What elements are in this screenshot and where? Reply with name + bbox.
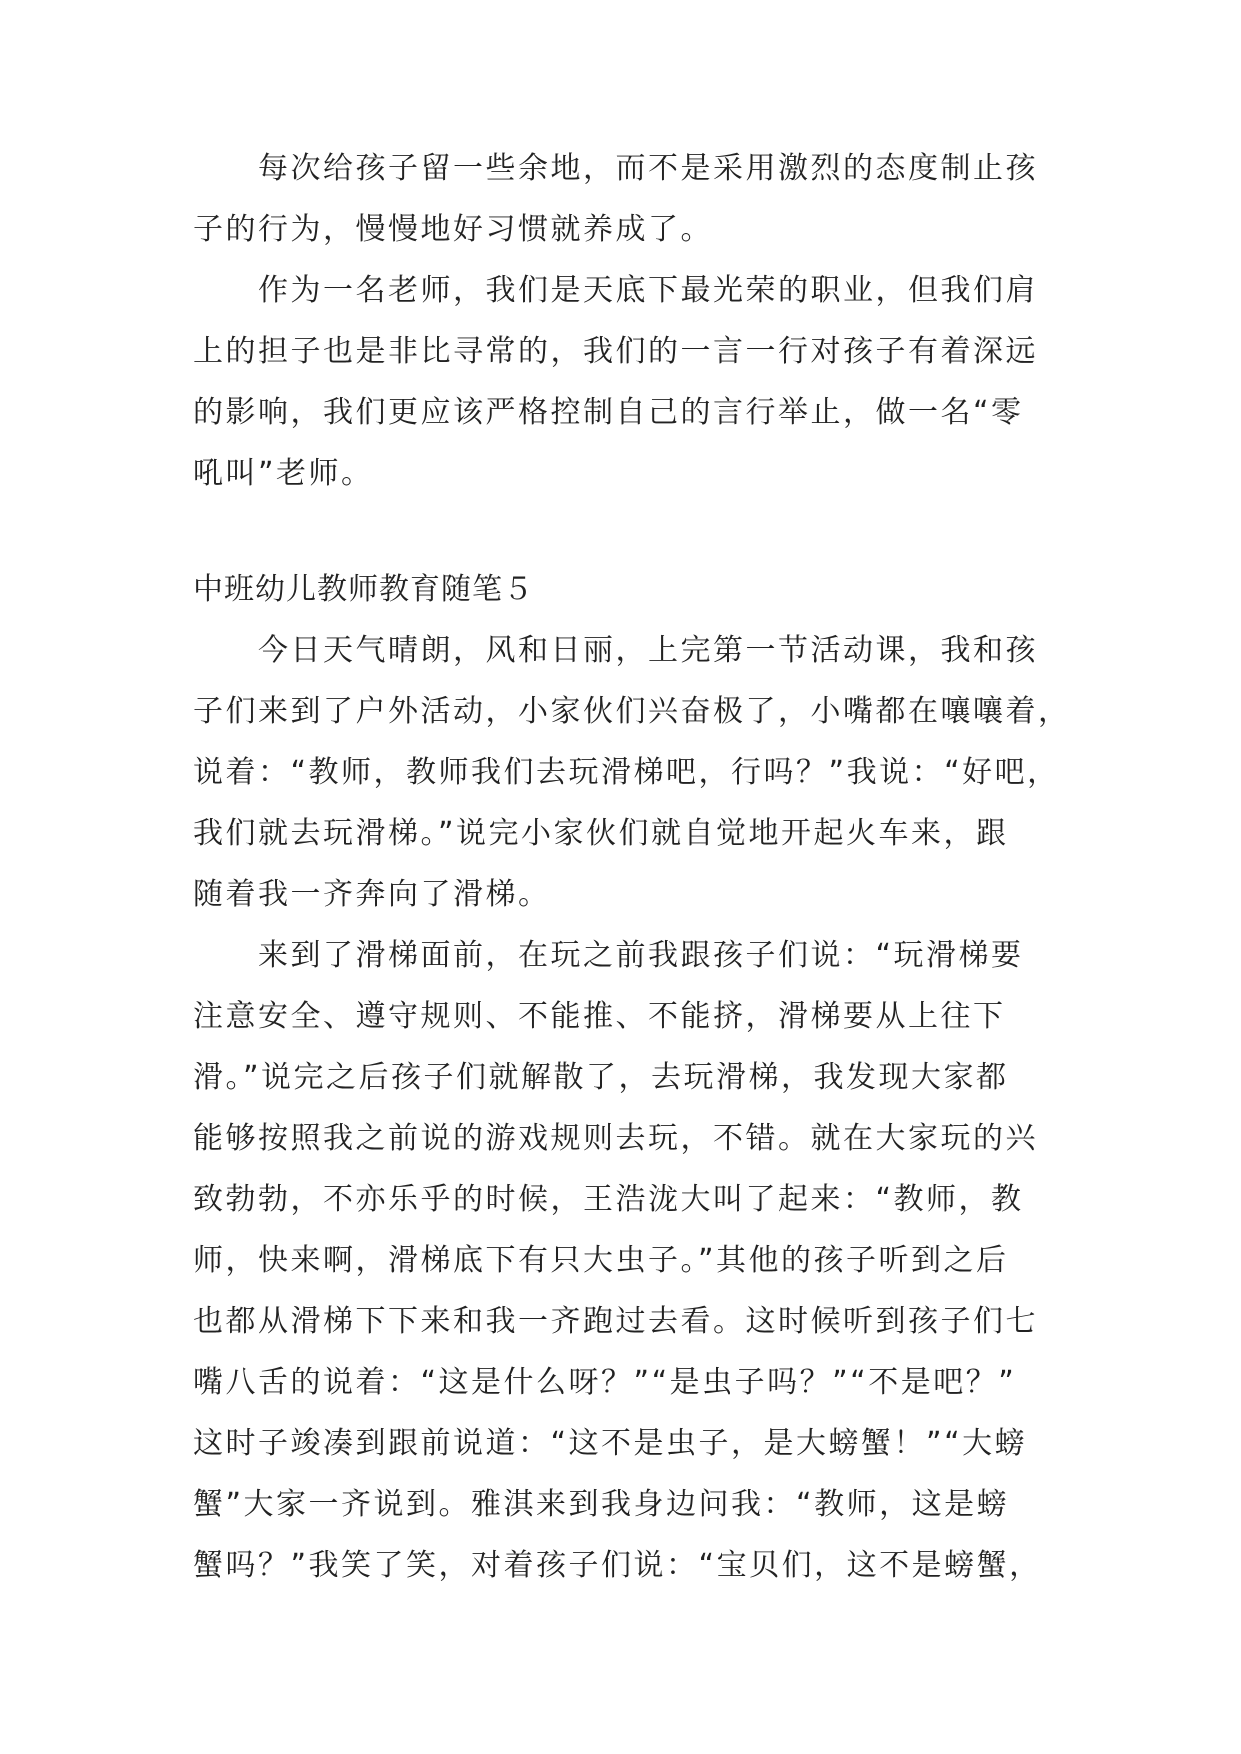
- text-line: 也都从滑梯下下来和我一齐跑过去看。这时候听到孩子们七: [193, 1304, 1038, 1339]
- text-line: 蟹”大家一齐说到。雅淇来到我身边问我：“教师，这是螃: [193, 1487, 1010, 1522]
- text-line: 吼叫”老师。: [193, 456, 374, 491]
- text-line: 每次给孩子留一些余地，而不是采用激烈的态度制止孩: [193, 151, 1038, 186]
- text-line: 子们来到了户外活动，小家伙们兴奋极了，小嘴都在嚷嚷着，: [193, 694, 1071, 729]
- text-line: 我们就去玩滑梯。”说完小家伙们就自觉地开起火车来，跟: [193, 816, 1009, 851]
- text-line: 上的担子也是非比寻常的，我们的一言一行对孩子有着深远: [193, 334, 1038, 369]
- section-block: [193, 559, 1071, 1596]
- text-line: 蟹吗？”我笑了笑，对着孩子们说：“宝贝们，这不是螃蟹，: [193, 1548, 1042, 1583]
- text-line: 今日天气晴朗，风和日丽，上完第一节活动课，我和孩: [193, 633, 1038, 668]
- text-line: 子的行为，慢慢地好习惯就养成了。: [193, 212, 713, 247]
- text-line: 的影响，我们更应该严格控制自己的言行举止，做一名“零: [193, 395, 1024, 430]
- text-line: 能够按照我之前说的游戏规则去玩，不错。就在大家玩的兴: [193, 1121, 1038, 1156]
- text-line: 师，快来啊，滑梯底下有只大虫子。”其他的孩子听到之后: [193, 1243, 1009, 1278]
- text-line: 这时子竣凑到跟前说道：“这不是虫子，是大螃蟹！”“大螃: [193, 1426, 1028, 1461]
- paragraph: [193, 925, 1053, 1596]
- text-line: 作为一名老师，我们是天底下最光荣的职业，但我们肩: [193, 273, 1038, 308]
- text-line: 嘴八舌的说着：“这是什么呀？”“是虫子吗？”“不是吧？”: [193, 1365, 1017, 1400]
- text-line: 随着我一齐奔向了滑梯。: [193, 877, 551, 912]
- paragraph: [193, 138, 1053, 260]
- paragraph: [193, 620, 1071, 925]
- text-line: 说着：“教师，教师我们去玩滑梯吧，行吗？”我说：“好吧，: [193, 755, 1060, 790]
- top-text-block: [193, 138, 1053, 504]
- text-line: 来到了滑梯面前，在玩之前我跟孩子们说：“玩滑梯要: [193, 938, 1024, 973]
- text-line: 注意安全、遵守规则、不能推、不能挤，滑梯要从上往下: [193, 999, 1006, 1034]
- paragraph: [193, 260, 1053, 504]
- text-line: 致勃勃，不亦乐乎的时候，王浩泷大叫了起来：“教师，教: [193, 1182, 1024, 1217]
- text-line: 滑。”说完之后孩子们就解散了，去玩滑梯，我发现大家都: [193, 1060, 1009, 1095]
- section-title: 中班幼儿教师教育随笔５: [193, 572, 534, 607]
